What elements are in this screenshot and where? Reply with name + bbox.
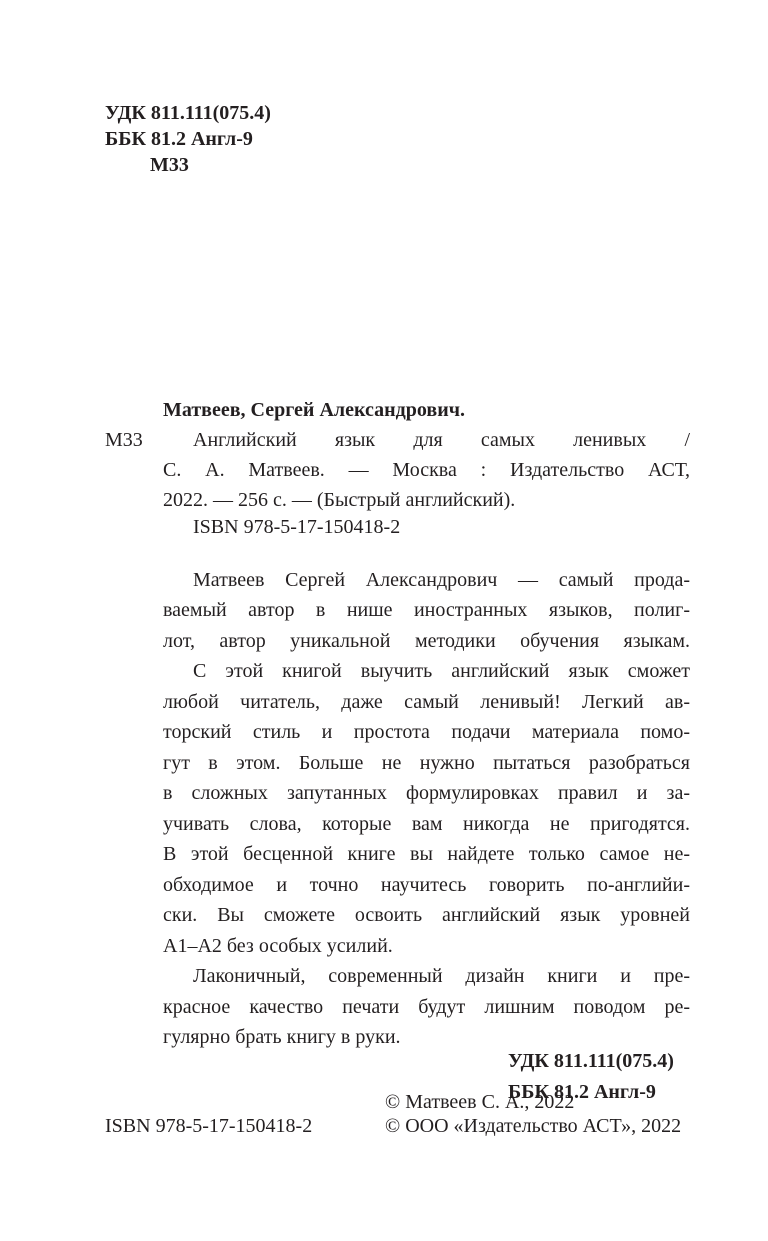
footer-isbn: ISBN 978-5-17-150418-2 xyxy=(105,1115,313,1137)
annotation-line: обходимое и точно научитесь говорить по-английи- xyxy=(163,874,690,896)
bbk-code-top: ББК 81.2 Англ-9 xyxy=(105,128,253,150)
annotation-line: С этой книгой выучить английский язык сможет xyxy=(193,660,690,682)
catalog-author-mark: М33 xyxy=(105,429,143,451)
annotation-line: гут в этом. Больше не нужно пытаться разобраться xyxy=(163,752,690,774)
copyright-publisher: © ООО «Издательство АСТ», 2022 xyxy=(385,1115,682,1137)
catalog-line: 2022. — 256 с. — (Быстрый английский). xyxy=(163,489,516,511)
annotation-line: А1–А2 без особых усилий. xyxy=(163,935,393,957)
annotation-line: учивать слова, которые вам никогда не пригодятся. xyxy=(163,813,690,835)
bbk-code-bottom: ББК 81.2 Англ-9 xyxy=(508,1081,656,1103)
annotation-line: в сложных запутанных формулировках правил и за- xyxy=(163,782,690,804)
annotation-line: В этой бесценной книге вы найдете только самое не- xyxy=(163,843,690,865)
annotation-line: ски. Вы сможете освоить английский язык уровней xyxy=(163,904,690,926)
udk-code-top: УДК 811.111(075.4) xyxy=(105,102,271,124)
annotation-line: торский стиль и простота подачи материала помо- xyxy=(163,721,690,743)
catalog-line: Английский язык для самых ленивых / xyxy=(193,429,690,451)
annotation-line: Матвеев Сергей Александрович — самый прода- xyxy=(193,569,690,591)
catalog-author: Матвеев, Сергей Александрович. xyxy=(163,399,466,421)
annotation-line: ваемый автор в нише иностранных языков, полиг- xyxy=(163,599,690,621)
catalog-line: С. А. Матвеев. — Москва : Издательство АСТ, xyxy=(163,459,690,481)
annotation-line: Лаконичный, современный дизайн книги и пре- xyxy=(193,965,690,987)
annotation-line: любой читатель, даже самый ленивый! Легкий ав- xyxy=(163,691,690,713)
annotation-line: красное качество печати будут лишним поводом ре- xyxy=(163,996,690,1018)
udk-code-bottom: УДК 811.111(075.4) xyxy=(508,1050,674,1072)
copyright-author: © Матвеев С. А., 2022 xyxy=(385,1091,575,1113)
annotation-line: гулярно брать книгу в руки. xyxy=(163,1026,401,1048)
author-mark-top: М33 xyxy=(150,154,189,176)
catalog-isbn: ISBN 978-5-17-150418-2 xyxy=(193,516,401,538)
annotation-line: лот, автор уникальной методики обучения языкам. xyxy=(163,630,690,652)
